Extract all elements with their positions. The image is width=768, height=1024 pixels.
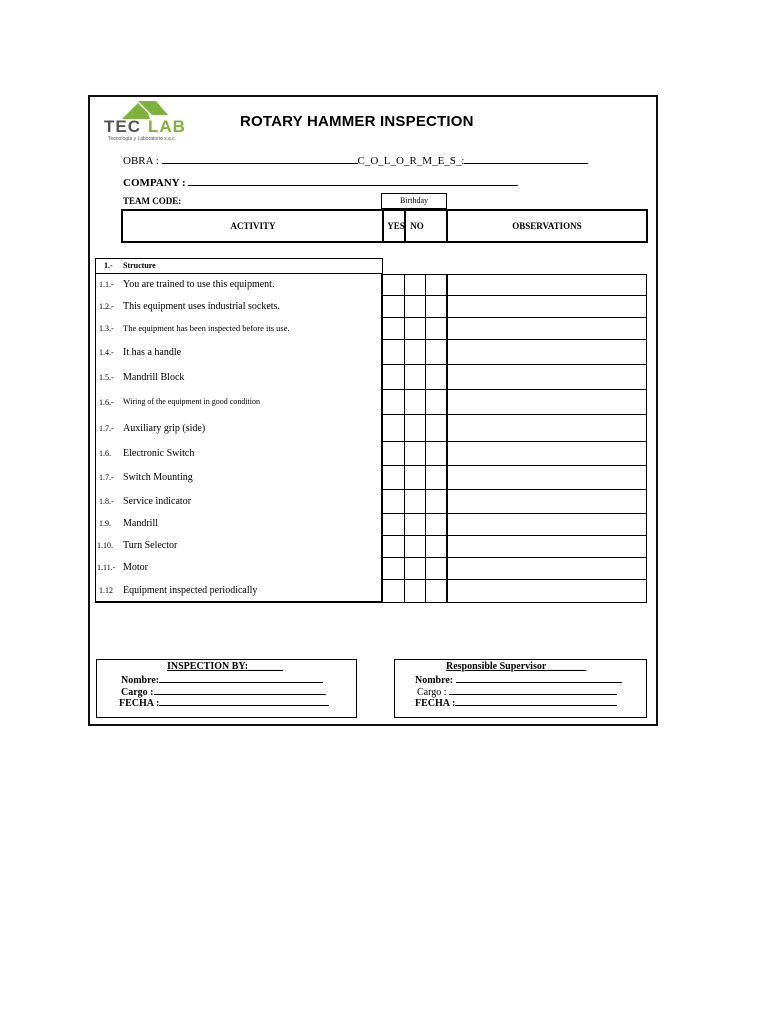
company-label: COMPANY :	[123, 177, 186, 189]
checklist-row	[95, 365, 647, 390]
logo-tagline: Tecnología y Laboratorio s.a.c.	[108, 136, 177, 142]
row-text: Mandrill Block	[123, 372, 185, 383]
inspection-nombre-field[interactable]	[159, 673, 323, 683]
row-number: 1.7.-	[99, 473, 114, 482]
table-header	[121, 209, 648, 243]
section-structure	[95, 258, 383, 274]
teclab-logo	[90, 97, 208, 143]
checklist-table	[95, 274, 647, 603]
checklist-row	[95, 340, 647, 365]
row-number: 1.7.-	[99, 424, 114, 433]
row-number: 1.6.-	[99, 398, 114, 407]
row-text: Mandrill	[123, 518, 158, 529]
observations-header: OBSERVATIONS	[512, 221, 582, 231]
inspection-cargo: Cargo :	[121, 685, 326, 698]
obra-field[interactable]	[162, 153, 358, 164]
supervisor-fecha-field[interactable]	[455, 696, 617, 706]
svg-text:LAB: LAB	[148, 117, 186, 136]
svg-text:TEC: TEC	[104, 117, 141, 136]
row-number: 1.10.	[97, 541, 113, 550]
obra-line	[123, 153, 588, 167]
activity-header: ACTIVITY	[230, 221, 276, 231]
checklist-row	[95, 415, 647, 442]
checklist-row	[95, 466, 647, 490]
color-field[interactable]	[464, 153, 588, 164]
row-text: It has a handle	[123, 347, 182, 358]
section-number: 1.-	[104, 261, 113, 270]
row-text: Auxiliary grip (side)	[123, 423, 206, 434]
row-number: 1.8.-	[99, 497, 114, 506]
company-line	[123, 175, 518, 189]
inspection-nombre: Nombre:	[121, 673, 323, 686]
supervisor-nombre: Nombre:	[415, 673, 622, 686]
row-text: Wiring of the equipment in good condition	[123, 397, 260, 406]
supervisor-cargo-field[interactable]	[449, 685, 617, 695]
document-title: ROTARY HAMMER INSPECTION	[240, 113, 474, 130]
checklist-row	[95, 296, 647, 318]
row-text: Switch Mounting	[123, 472, 193, 483]
inspection-by-box	[96, 659, 357, 718]
row-text: This equipment uses industrial sockets.	[123, 301, 280, 312]
row-number: 1.4.-	[99, 348, 114, 357]
section-label: Structure	[123, 261, 156, 270]
inspection-cargo-field[interactable]	[154, 685, 326, 695]
no-header: NO	[410, 221, 424, 231]
row-text: The equipment has been inspected before its use.	[123, 323, 290, 333]
inspection-by-title: INSPECTION BY:_______	[167, 661, 284, 672]
row-text: Equipment inspected periodically	[123, 585, 258, 596]
supervisor-title: Responsible Supervisor________	[446, 661, 587, 672]
row-number: 1.6.	[99, 449, 111, 458]
row-number: 1.12	[99, 586, 113, 595]
birthday-label: Birthday	[381, 193, 447, 209]
checklist-row	[95, 274, 647, 296]
row-text: Service indicator	[123, 496, 192, 507]
row-number: 1.3.-	[99, 324, 114, 333]
checklist-row	[95, 490, 647, 514]
supervisor-box	[394, 659, 647, 718]
company-field[interactable]	[188, 175, 518, 186]
row-number: 1.2.-	[99, 302, 114, 311]
team-code-label: TEAM CODE:	[123, 196, 182, 206]
checklist-row	[95, 558, 647, 580]
color-label: C_O_L_O_R_M_E_S_:	[357, 155, 465, 167]
checklist-row	[95, 536, 647, 558]
obra-label: OBRA :	[123, 155, 159, 167]
supervisor-nombre-field[interactable]	[456, 673, 622, 683]
row-text: Turn Selector	[123, 540, 178, 551]
row-number: 1.9.	[99, 519, 111, 528]
checklist-row	[95, 514, 647, 536]
row-number: 1.1.-	[99, 280, 114, 289]
checklist-row	[95, 442, 647, 466]
inspection-fecha-field[interactable]	[159, 696, 329, 706]
row-number: 1.11.-	[97, 563, 116, 572]
row-number: 1.5.-	[99, 373, 114, 382]
checklist-row	[95, 580, 647, 603]
row-text: You are trained to use this equipment.	[123, 279, 275, 290]
supervisor-fecha: FECHA :	[415, 696, 617, 709]
row-text: Electronic Switch	[123, 448, 195, 459]
inspection-fecha: FECHA :	[119, 696, 329, 709]
checklist-row	[95, 318, 647, 340]
yes-header: YES	[387, 221, 405, 231]
checklist-row	[95, 390, 647, 415]
row-text: Motor	[123, 562, 148, 573]
supervisor-cargo: Cargo :	[417, 685, 617, 698]
